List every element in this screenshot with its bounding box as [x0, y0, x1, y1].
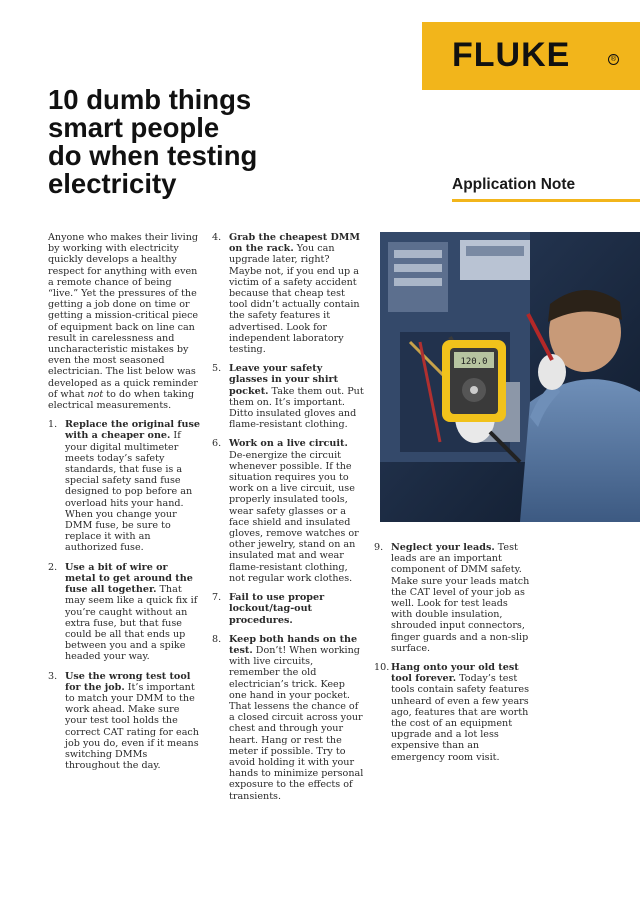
text-column-3 — [374, 542, 532, 763]
list-item — [374, 542, 532, 654]
item-number: 1. — [48, 419, 58, 431]
list-item — [48, 419, 200, 553]
item-text: If your digital multimeter meets today’s safety standards, that fuse is a special safety sand fuse designed to pop before an overload hits your hand. When you change your DMM fuse, be sure to replace it with an authorized fuse. — [65, 430, 193, 554]
item-lead: Neglect your leads. — [391, 542, 495, 553]
item-number: 7. — [212, 592, 222, 604]
list-item — [212, 634, 364, 802]
brand-logo: FLUKE — [452, 36, 571, 74]
intro-paragraph: Anyone who makes their living by working with electricity quickly develops a healthy respect for anything with even a remote chance of being “live.” Yet the pressures of the getting a job done on time or getting a mission-critical piece of equipment back on line can result in carelessness and uncharacteristic mistakes by even the most seasoned electrician. The list below was developed as a quick reminder of what not to do when taking electrical measurements. — [48, 232, 199, 412]
item-text: You can upgrade later, right? Maybe not, if you end up a victim of a safety accident because that cheap test tool didn’t actually contain the safety features it advertised. Look for independent laboratory testing. — [229, 243, 360, 356]
list-item — [374, 662, 532, 763]
item-lead: Work on a live circuit. — [229, 438, 348, 450]
brand-logo-box — [422, 22, 640, 90]
intro-emphasis: not — [87, 388, 104, 400]
item-number: 2. — [48, 561, 58, 573]
list-item — [212, 592, 364, 626]
text-column-2 — [212, 232, 364, 802]
item-lead: Fail to use proper lockout/tag-out procedures. — [229, 592, 325, 626]
list-item — [212, 363, 364, 430]
item-lead: Replace the original fuse with a cheaper one. — [65, 419, 201, 442]
technician-photo — [380, 232, 640, 522]
accent-rule — [452, 199, 640, 202]
item-text: It’s important to match your DMM to the work ahead. Make sure your test tool holds the correct CAT rating for each job you do, even if it means switching DMMs throughout the day. — [65, 681, 199, 772]
item-lead: Leave your safety glasses in your shirt pocket. — [229, 363, 339, 397]
title-line: do when testing — [48, 140, 258, 171]
item-lead: Hang onto your old test tool forever. — [391, 662, 519, 685]
item-lead: Use a bit of wire or metal to get around the fuse all together. — [65, 561, 193, 596]
list-item — [212, 232, 364, 355]
title-line: 10 dumb things — [48, 84, 252, 115]
title-line: smart people — [48, 112, 220, 143]
item-number: 6. — [212, 438, 222, 450]
item-lead: Keep both hands on the test. — [229, 633, 358, 656]
item-number: 8. — [212, 633, 222, 645]
item-number: 9. — [374, 542, 384, 553]
meter-reading: 120.0 — [460, 357, 488, 367]
item-text: Take them out. Put them on. It’s important. Ditto insulated gloves and flame-resistant clothing. — [229, 385, 364, 431]
title-line: electricity — [48, 168, 177, 199]
item-number: 5. — [212, 363, 222, 375]
item-text: Today’s test tools contain safety features unheard of even a few years ago, features that are worth the cost of an equipment upgrade and a lot less expensive than an emergency room visit. — [391, 673, 530, 763]
item-number: 10. — [374, 662, 390, 674]
item-text: De-energize the circuit whenever possible. If the situation requires you to work on a live circuit, use properly insulated tools, wear safety glasses or a face shield and insulated gloves, remove watches or other jewelry, stand on an insulated mat and wear flame-resistant clothing, not regular work clothes. — [229, 449, 359, 584]
technician-photo-illustration — [380, 232, 640, 522]
page-title — [48, 86, 348, 198]
item-lead: Use the wrong test tool for the job. — [65, 670, 191, 693]
item-number: 3. — [48, 670, 58, 682]
list-item — [48, 671, 200, 772]
list-item — [212, 438, 364, 584]
item-text: Don’t! When working with live circuits, remember the old electrician’s trick. Keep one hand in your pocket. That lessens the chance of a closed circuit across your chest and through your heart. Hang or rest the meter if possible. Try to avoid holding it with your hands to minimize personal exposure to the effects of transients. — [229, 644, 364, 802]
list-item — [48, 562, 200, 663]
item-lead: Grab the cheapest DMM on the rack. — [229, 232, 361, 255]
registered-mark-icon: ® — [608, 54, 619, 65]
item-number: 4. — [212, 232, 222, 243]
item-text: That may seem like a quick fix if you’re caught without an extra fuse, but that fuse could be all that ends up between you and a spike headed your way. — [65, 584, 198, 663]
document-type-label: Application Note — [452, 176, 576, 193]
text-column-1 — [48, 232, 200, 771]
item-text: Test leads are an important component of DMM safety. Make sure your leads match the CAT level of your job as well. Look for test leads with double insulation, shrouded input connectors, finger guards and a non-slip surface. — [391, 542, 530, 654]
